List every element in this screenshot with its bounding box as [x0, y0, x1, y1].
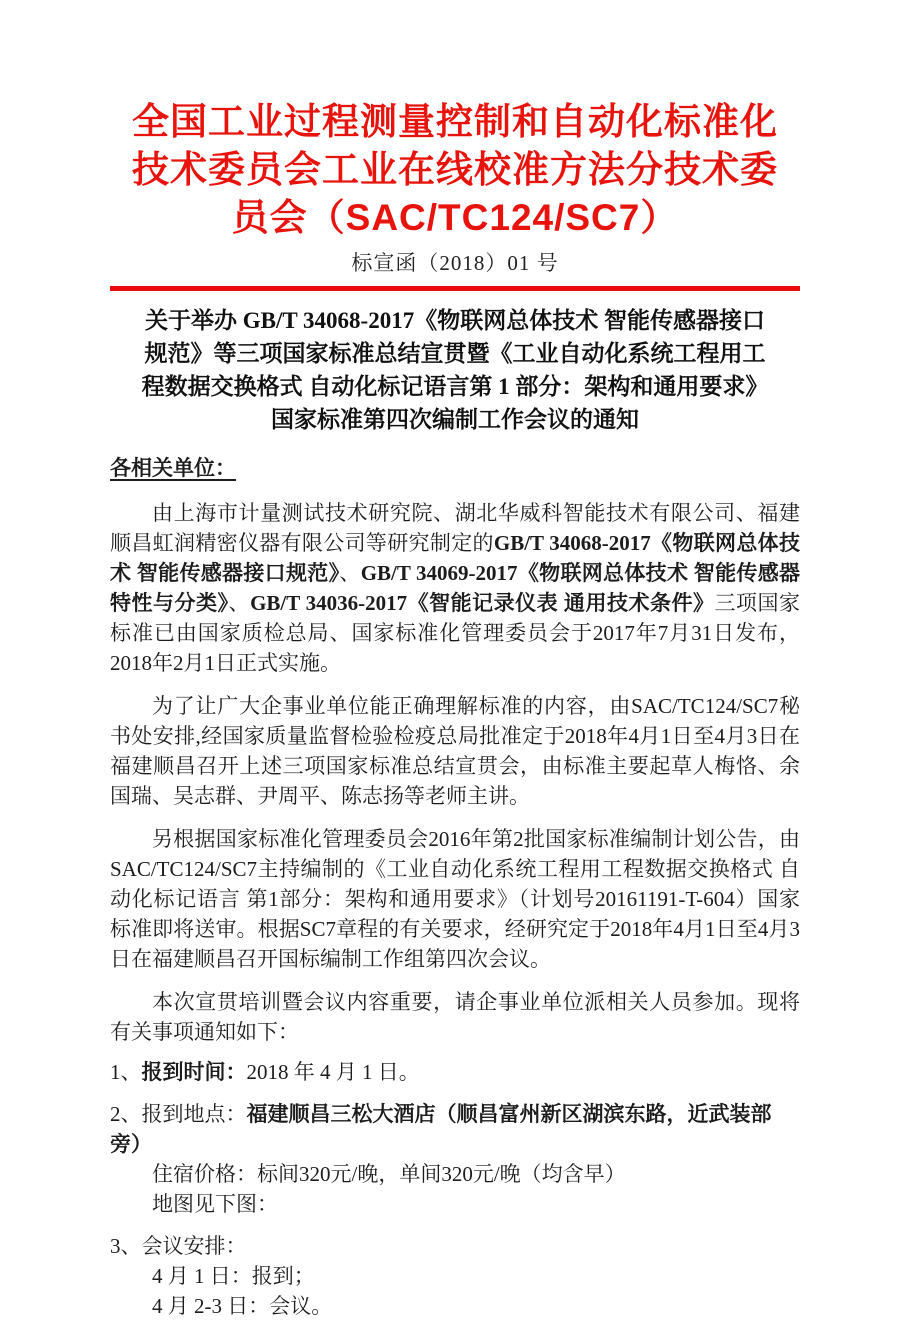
- item-checkin-location: [110, 1099, 800, 1219]
- bold-text-segment: GB/T 34036-2017《智能记录仪表 通用技术条件》: [250, 591, 715, 615]
- bold-text-segment: GB/T 34069-2017《物联网总体技术 智能传感器特性与分类》: [110, 561, 801, 615]
- item-schedule-day23-line: 4 月 2-3 日：会议。: [152, 1294, 333, 1318]
- text-segment: 2、报到地点：: [110, 1102, 247, 1126]
- salutation: 各相关单位：: [110, 456, 236, 480]
- text-segment: 三项国家标准已由国家质检总局、国家标准化管理委员会于2017年7月31日发布，2018年2月1日正式实施。: [110, 591, 801, 675]
- bold-text-segment: 报到时间：: [141, 1060, 247, 1084]
- notice-items: [110, 1057, 800, 1321]
- paragraph-notice-intro: 本次宣贯培训暨会议内容重要，请企事业单位派相关人员参加。现将有关事项通知如下：: [110, 990, 800, 1044]
- item-lodging-price-line: 住宿价格：标间320元/晚，单间320元/晚（均含早）: [152, 1162, 626, 1186]
- item-schedule-heading-line: 3、会议安排：: [110, 1234, 247, 1258]
- text-segment: 、: [228, 591, 251, 615]
- bold-text-segment: 福建顺昌三松大酒店（顺昌富州新区湖滨东路，近武装部旁）: [110, 1102, 772, 1156]
- text-segment: 、: [339, 561, 361, 585]
- item-checkin-location-line: [110, 1099, 800, 1159]
- doc-number: 标宣函（2018）01 号: [351, 251, 559, 275]
- item-schedule-day1-line: 4 月 1 日：报到；: [152, 1264, 315, 1288]
- header-divider-rule: [110, 286, 800, 291]
- document-header: [110, 98, 800, 291]
- text-segment: 由上海市计量测试技术研究院、湖北华威科智能技术有限公司、福建顺昌虹润精密仪器有限公司等研究制定的: [110, 501, 800, 555]
- org-title-line-3: 员会（SAC/TC124/SC7）: [231, 197, 679, 238]
- paragraph-drafting-meeting: 另根据国家标准化管理委员会2016年第2批国家标准编制计划公告，由SAC/TC124/SC7主持编制的《工业自动化系统工程用工程数据交换格式 自动化标记语言 第1部分：架构和通用要求》（计划号20161191-T-604）国家标准即将送审。根据SC7章程的有关要求，经研究定于2018年4月1日至4月3日在福建顺昌召开国标编制工作组第四次会议。: [110, 827, 800, 971]
- item-map-note-line: 地图见下图：: [152, 1192, 278, 1216]
- paragraph-training-arrangement: 为了让广大企事业单位能正确理解标准的内容，由SAC/TC124/SC7秘书处安排,经国家质量监督检验检疫总局批准定于2018年4月1日至4月3日在福建顺昌召开上述三项国家标准总结宣贯会，由标准主要起草人梅恪、余国瑞、吴志群、尹周平、陈志扬等老师主讲。: [110, 694, 800, 808]
- paragraph-standards-published: [110, 498, 800, 678]
- org-title-line-2: 技术委员会工业在线校准方法分技术委: [132, 149, 778, 190]
- item-meeting-schedule: [110, 1231, 800, 1321]
- org-title-line-1: 全国工业过程测量控制和自动化标准化: [132, 101, 778, 142]
- text-segment: 2018 年 4 月 1 日。: [246, 1060, 420, 1084]
- bold-text-segment: GB/T 34068-2017《物联网总体技术 智能传感器接口规范》: [110, 531, 801, 585]
- item-checkin-time-line: [110, 1057, 800, 1087]
- subject-title: 关于举办 GB/T 34068-2017《物联网总体技术 智能传感器接口规范》等三项国家标准总结宣贯暨《工业自动化系统工程用工程数据交换格式 自动化标记语言第 1 部分：架构和通用要求》国家标准第四次编制工作会议的通知: [141, 308, 769, 432]
- org-title: [110, 98, 800, 242]
- text-segment: 1、: [110, 1060, 142, 1084]
- item-checkin-time: [110, 1057, 800, 1087]
